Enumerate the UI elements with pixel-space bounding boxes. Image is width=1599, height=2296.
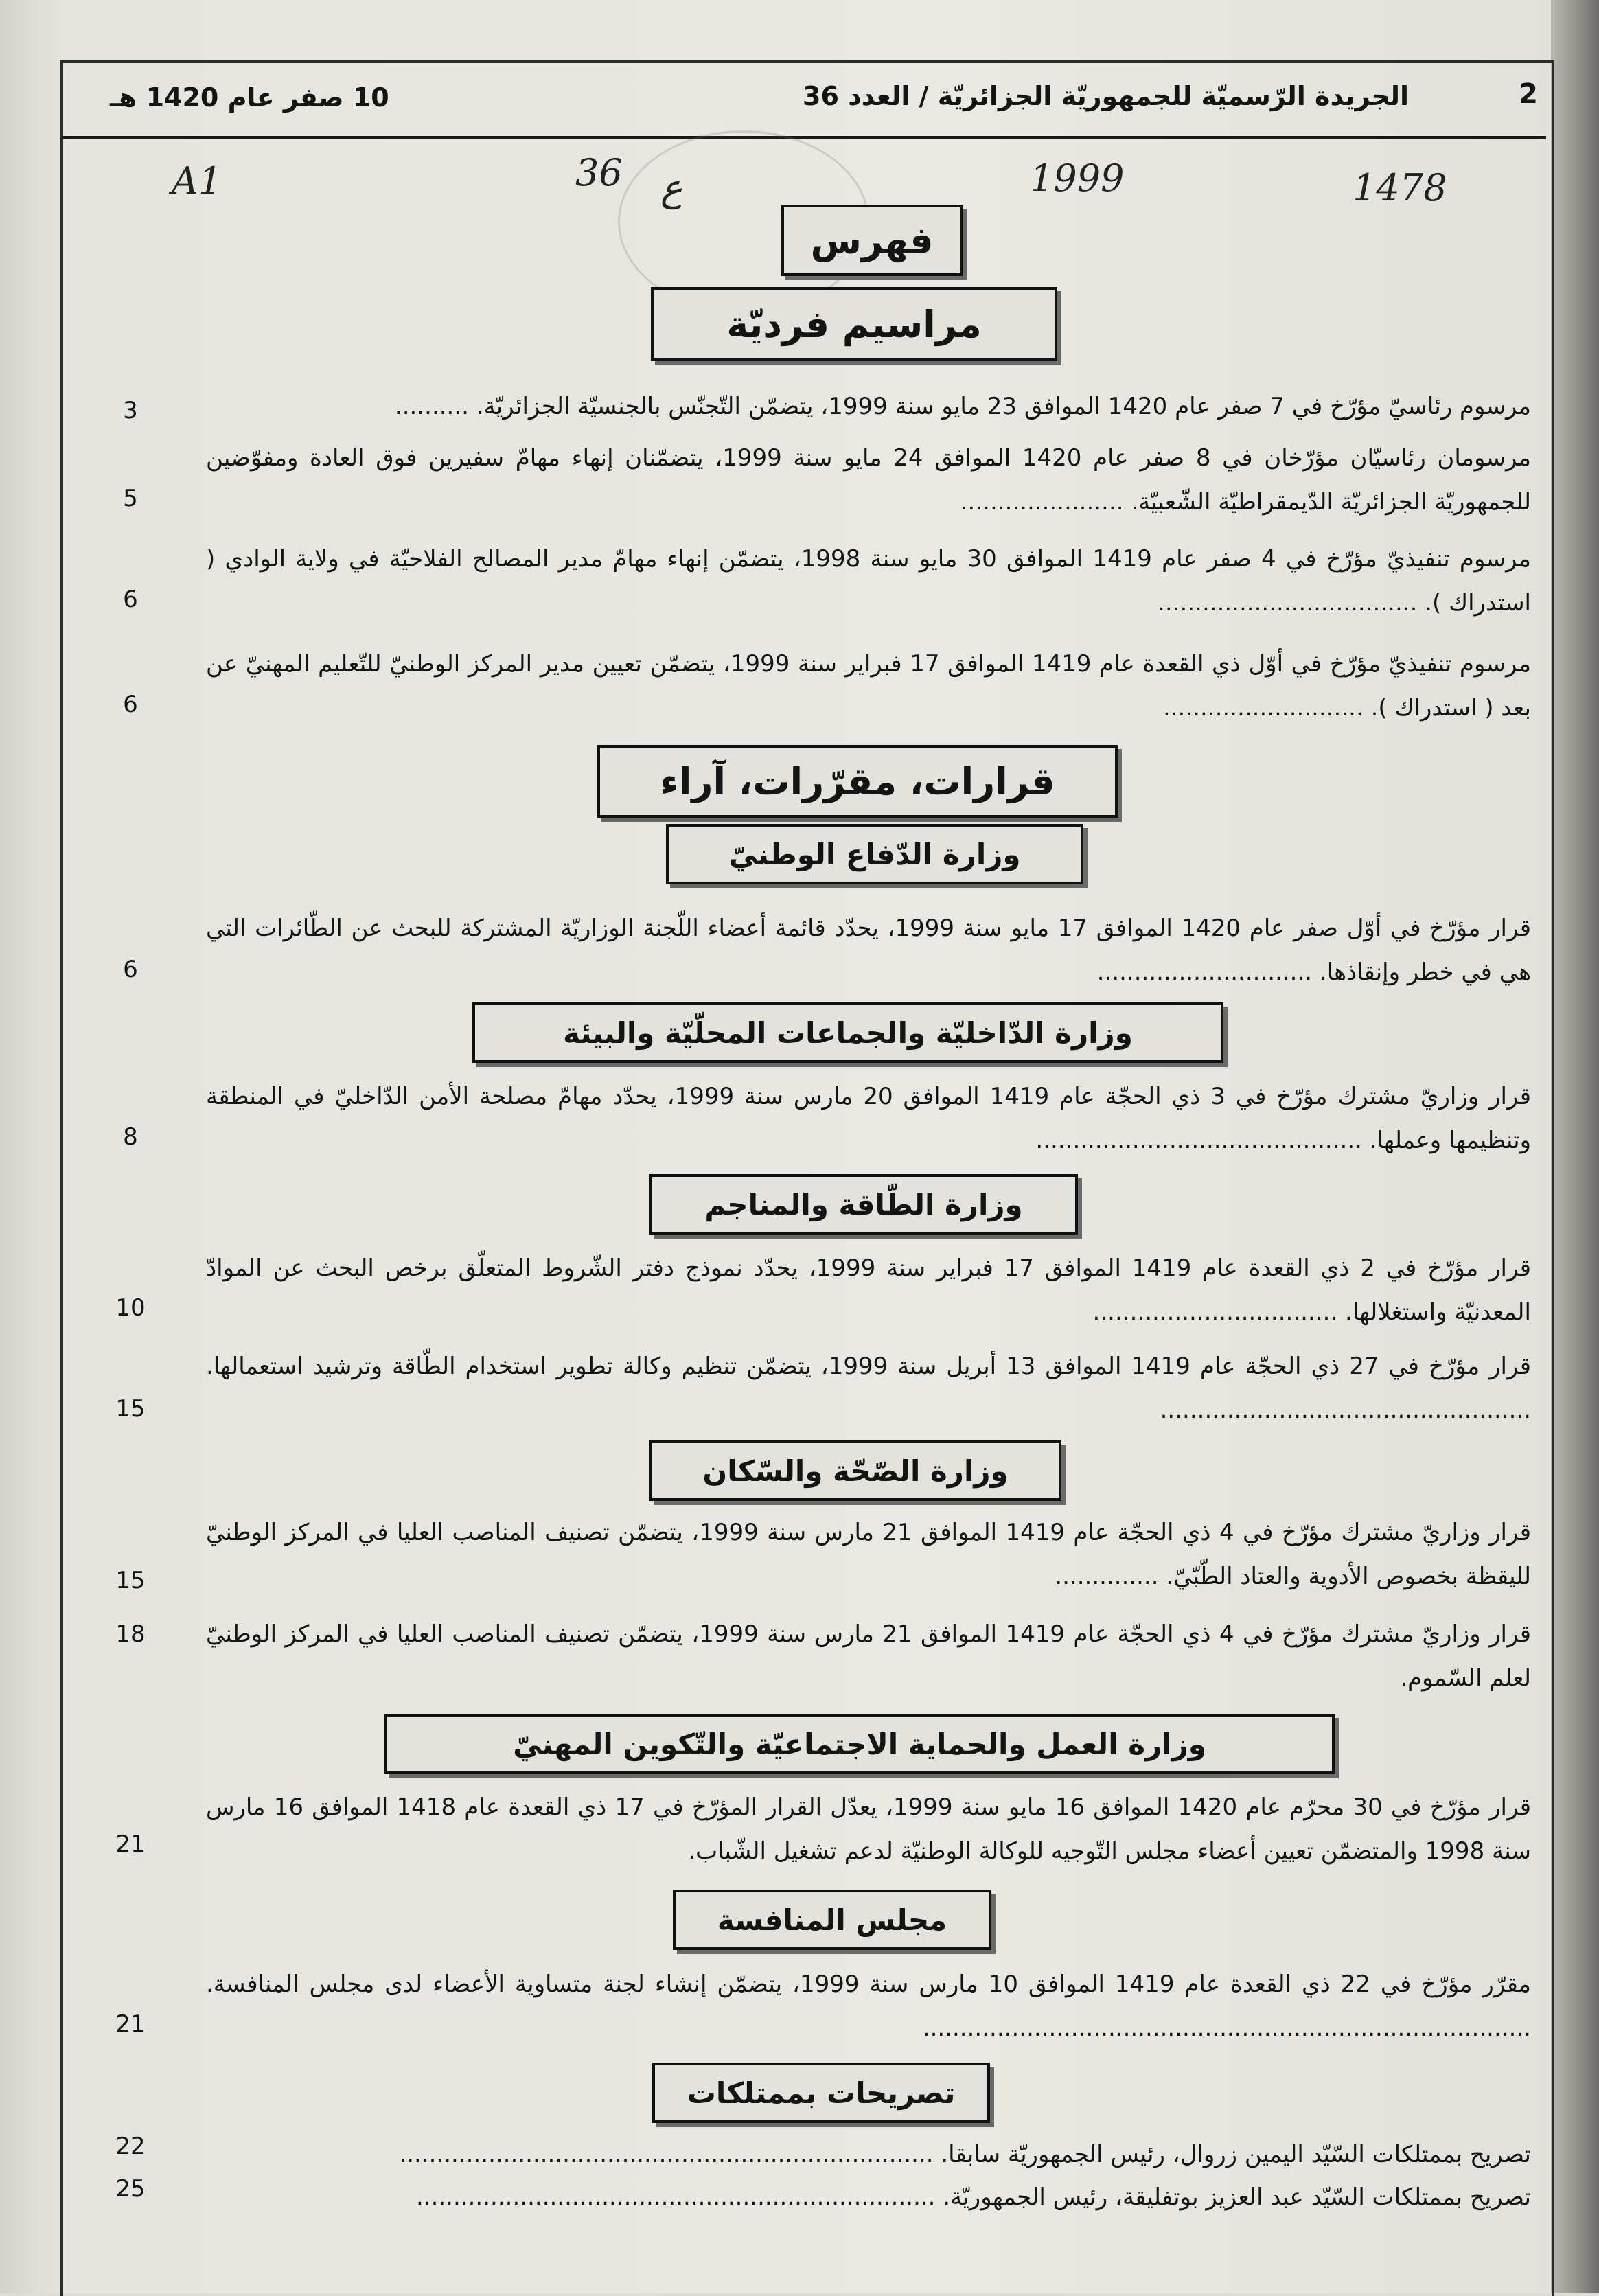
entry-page-number: 21 bbox=[115, 2010, 146, 2038]
entry-text: قرار وزاريّ مشترك مؤرّخ في 3 ذي الحجّة عام 1419 الموافق 20 مارس سنة 1999، يحدّد مهامّ مصلحة الأمن الدّاخليّ في المنطقة وتنظيمها وعملها. bbox=[206, 1083, 1531, 1154]
header-date: 10 صفر عام 1420 هـ bbox=[110, 82, 389, 113]
entry-text: مرسوم رئاسيّ مؤرّخ في 7 صفر عام 1420 الموافق 23 مايو سنة 1999، يتضمّن التّجنّس بالجنسيّة الجزائريّة. bbox=[476, 393, 1531, 420]
entry-text: مقرّر مؤرّخ في 22 ذي القعدة عام 1419 الموافق 10 مارس سنة 1999، يتضمّن إنشاء لجنة متساوية الأعضاء لدى مجلس المنافسة. bbox=[206, 1971, 1532, 1998]
handwritten-number: 1478 bbox=[1353, 166, 1447, 209]
entry-text: مرسوم تنفيذيّ مؤرّخ في أوّل ذي القعدة عام 1419 الموافق 17 فبراير سنة 1999، يتضمّن تعيين مدير المركز الوطنيّ للتّعليم المهنيّ عن بعد ( استدراك ). bbox=[206, 650, 1532, 722]
toc-entry: قرار وزاريّ مشترك مؤرّخ في 4 ذي الحجّة عام 1419 الموافق 21 مارس سنة 1999، يتضمّن تصنيف المناصب العليا في المركز الوطنيّ لليقظة بخصوص الأدوية والعتاد الطّبّيّ. .............. bbox=[206, 1519, 1531, 1590]
toc-entry: مرسوم رئاسيّ مؤرّخ في 7 صفر عام 1420 الموافق 23 مايو سنة 1999، يتضمّن التّجنّس بالجنسيّة الجزائريّة. .......... bbox=[394, 393, 1531, 420]
entry-page-number: 15 bbox=[115, 1395, 146, 1423]
entry-page-number: 6 bbox=[123, 586, 138, 613]
entry-text: قرار مؤرّخ في 27 ذي الحجّة عام 1419 الموافق 13 أبريل سنة 1999، يتضمّن تنظيم وكالة تطوير استخدام الطّاقة وترشيد استعمالها. bbox=[206, 1353, 1532, 1380]
toc-entry: مقرّر مؤرّخ في 22 ذي القعدة عام 1419 الموافق 10 مارس سنة 1999، يتضمّن إنشاء لجنة متساوية الأعضاء لدى مجلس المنافسة. .................................................................................. bbox=[206, 1971, 1532, 2042]
entry-text: قرار مؤرّخ في 30 محرّم عام 1420 الموافق 16 مايو سنة 1999، يعدّل القرار المؤرّخ في 17 ذي القعدة عام 1418 الموافق 16 مارس سنة 1998 والمتضمّن تعيين أعضاء مجلس التّوجيه للوكالة الوطنيّة لدعم تشغيل الشّباب. bbox=[206, 1793, 1532, 1865]
page-binding-edge bbox=[1551, 0, 1599, 2293]
entry-text: مرسومان رئاسيّان مؤرّخان في 8 صفر عام 1420 الموافق 24 مايو سنة 1999، يتضمّنان إنهاء مهامّ سفيرين فوق العادة ومفوّضين للجمهوريّة الجزائريّة الدّيمقراطيّة الشّعبيّة. bbox=[206, 444, 1531, 516]
toc-entry bbox=[206, 1785, 1531, 1873]
entry-page-number: 3 bbox=[123, 397, 138, 424]
entry-page-number: 8 bbox=[123, 1123, 138, 1151]
handwritten-letter: ع bbox=[660, 166, 683, 209]
entry-page-number: 22 bbox=[115, 2133, 146, 2160]
entry-text: تصريح بممتلكات السّيّد اليمين زروال، رئيس الجمهوريّة سابقا. bbox=[941, 2141, 1531, 2168]
toc-entry: تصريح بممتلكات السّيّد اليمين زروال، رئيس الجمهوريّة سابقا. ........................................................................ bbox=[399, 2141, 1531, 2168]
header-page-number: 2 bbox=[1519, 78, 1538, 110]
toc-entry: قرار وزاريّ مشترك مؤرّخ في 3 ذي الحجّة عام 1419 الموافق 20 مارس سنة 1999، يحدّد مهامّ مصلحة الأمن الدّاخليّ في المنطقة وتنظيمها وعملها. ............................................ bbox=[206, 1083, 1531, 1154]
entry-text: قرار وزاريّ مشترك مؤرّخ في 4 ذي الحجّة عام 1419 الموافق 21 مارس سنة 1999، يتضمّن تصنيف المناصب العليا في المركز الوطنيّ لعلم السّموم. bbox=[206, 1620, 1531, 1692]
toc-entry: مرسوم تنفيذيّ مؤرّخ في 4 صفر عام 1419 الموافق 30 مايو سنة 1998، يتضمّن إنهاء مهامّ مدير المصالح الفلاحيّة في ولاية الوادي ( استدراك ). ................................... bbox=[206, 545, 1531, 617]
handwritten-code: A1 bbox=[172, 159, 222, 203]
toc-entry: تصريح بممتلكات السّيّد عبد العزيز بوتفليقة، رئيس الجمهوريّة. ...................................................................... bbox=[415, 2183, 1531, 2211]
entry-page-number: 18 bbox=[115, 1620, 146, 1648]
toc-entry: مرسومان رئاسيّان مؤرّخان في 8 صفر عام 1420 الموافق 24 مايو سنة 1999، يتضمّنان إنهاء مهامّ سفيرين فوق العادة ومفوّضين للجمهوريّة الجزائريّة الدّيمقراطيّة الشّعبيّة. ...................... bbox=[206, 444, 1531, 516]
section-decisions: قرارات، مقرّرات، آراء bbox=[597, 745, 1118, 818]
toc-entry bbox=[206, 1612, 1531, 1700]
entry-text: قرار وزاريّ مشترك مؤرّخ في 4 ذي الحجّة عام 1419 الموافق 21 مارس سنة 1999، يتضمّن تصنيف المناصب العليا في المركز الوطنيّ لليقظة بخصوص الأدوية والعتاد الطّبّيّ. bbox=[206, 1519, 1531, 1590]
toc-entry: قرار مؤرّخ في أوّل صفر عام 1420 الموافق 17 مايو سنة 1999، يحدّد قائمة أعضاء اللّجنة الوزاريّة المشتركة للبحث عن الطّائرات التي هي في خطر وإنقاذها. ............................. bbox=[206, 915, 1531, 986]
entry-page-number: 6 bbox=[123, 956, 138, 983]
entry-page-number: 5 bbox=[123, 485, 138, 512]
toc-title: فهرس bbox=[781, 205, 963, 276]
toc-entry: مرسوم تنفيذيّ مؤرّخ في أوّل ذي القعدة عام 1419 الموافق 17 فبراير سنة 1999، يتضمّن تعيين مدير المركز الوطنيّ للتّعليم المهنيّ عن بعد ( استدراك ). ........................... bbox=[206, 650, 1532, 722]
entry-page-number: 6 bbox=[123, 691, 138, 718]
entry-page-number: 10 bbox=[115, 1294, 146, 1322]
entry-text: قرار مؤرّخ في أوّل صفر عام 1420 الموافق 17 مايو سنة 1999، يحدّد قائمة أعضاء اللّجنة الوزاريّة المشتركة للبحث عن الطّائرات التي هي في خطر وإنقاذها. bbox=[206, 915, 1531, 986]
entry-page-number: 15 bbox=[115, 1567, 146, 1594]
entry-text: تصريح بممتلكات السّيّد عبد العزيز بوتفليقة، رئيس الجمهوريّة. bbox=[943, 2183, 1531, 2211]
handwritten-issue: 36 bbox=[575, 151, 623, 194]
handwritten-year: 1999 bbox=[1030, 157, 1125, 200]
section-interior: وزارة الدّاخليّة والجماعات المحلّيّة والبيئة bbox=[472, 1002, 1223, 1063]
section-individual-decrees: مراسيم فرديّة bbox=[651, 287, 1057, 361]
section-labor: وزارة العمل والحماية الاجتماعيّة والتّكوين المهنيّ bbox=[384, 1714, 1335, 1774]
entry-text: مرسوم تنفيذيّ مؤرّخ في 4 صفر عام 1419 الموافق 30 مايو سنة 1998، يتضمّن إنهاء مهامّ مدير المصالح الفلاحيّة في ولاية الوادي ( استدراك ). bbox=[206, 545, 1531, 617]
section-energy: وزارة الطّاقة والمناجم bbox=[649, 1174, 1078, 1235]
toc-entry: قرار مؤرّخ في 2 ذي القعدة عام 1419 الموافق 17 فبراير سنة 1999، يحدّد نموذج دفتر الشّروط المتعلّق برخص البحث عن الموادّ المعدنيّة واستغلالها. ................................. bbox=[206, 1254, 1531, 1326]
section-declarations: تصريحات بممتلكات bbox=[652, 2063, 990, 2123]
entry-page-number: 21 bbox=[115, 1830, 146, 1858]
section-health: وزارة الصّحّة والسّكان bbox=[649, 1440, 1061, 1501]
entry-text: قرار مؤرّخ في 2 ذي القعدة عام 1419 الموافق 17 فبراير سنة 1999، يحدّد نموذج دفتر الشّروط المتعلّق برخص البحث عن الموادّ المعدنيّة واستغلالها. bbox=[206, 1254, 1531, 1326]
section-defense: وزارة الدّفاع الوطنيّ bbox=[666, 824, 1083, 884]
toc-entry: قرار مؤرّخ في 27 ذي الحجّة عام 1419 الموافق 13 أبريل سنة 1999، يتضمّن تنظيم وكالة تطوير استخدام الطّاقة وترشيد استعمالها. .................................................. bbox=[206, 1353, 1532, 1424]
header-title: الجريدة الرّسميّة للجمهوريّة الجزائريّة / العدد 36 bbox=[803, 81, 1409, 111]
section-competition: مجلس المنافسة bbox=[673, 1890, 991, 1950]
page-header bbox=[63, 69, 1546, 139]
entry-page-number: 25 bbox=[115, 2175, 146, 2203]
